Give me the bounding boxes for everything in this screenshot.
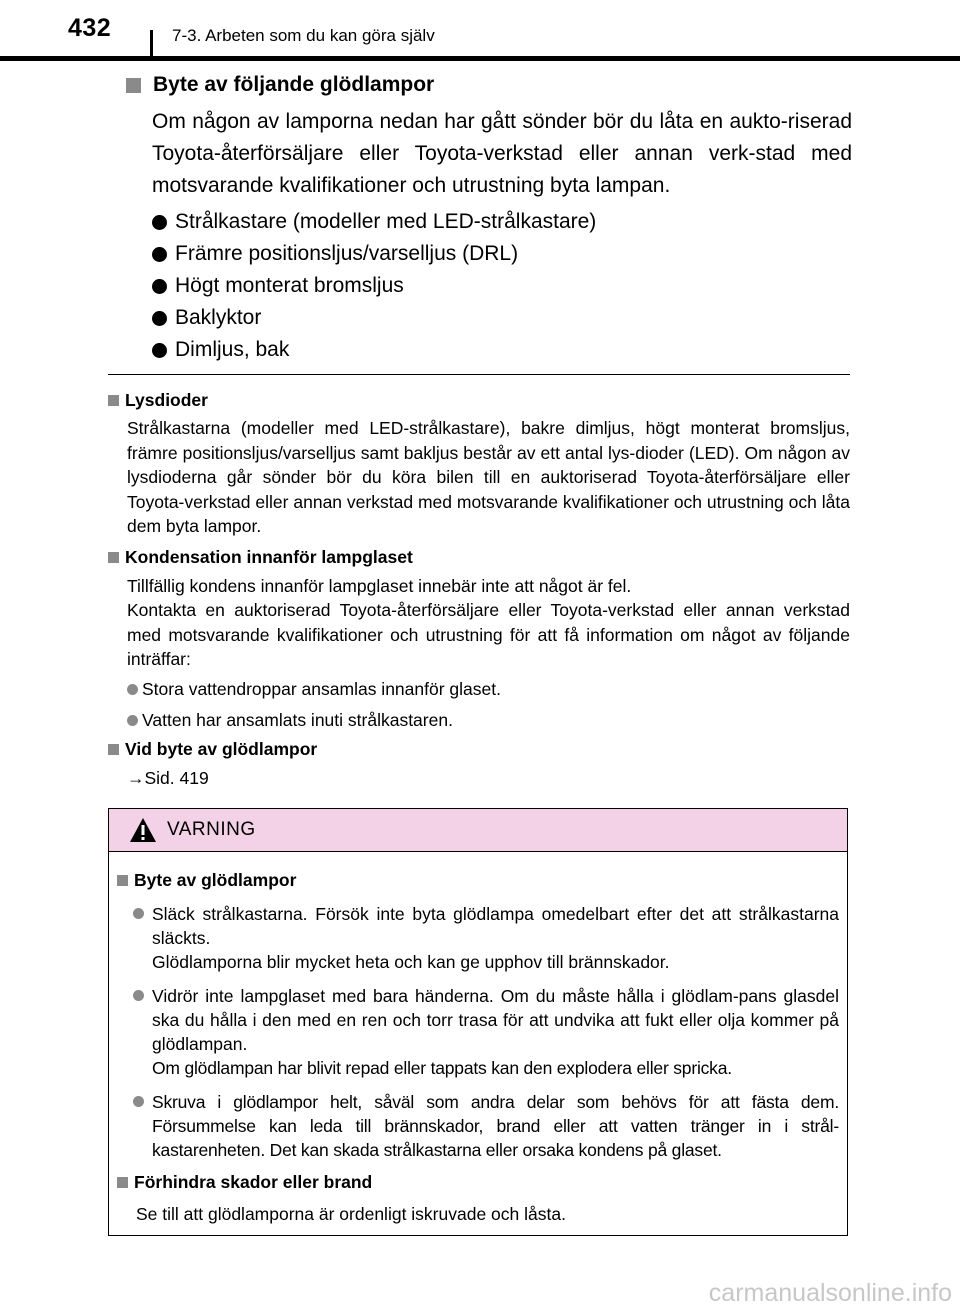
square-marker-icon — [108, 395, 119, 406]
warning-item: Skruva i glödlampor helt, såväl som andra delar som behövs för att fästa dem. Försummelse kan leda till brännskador, brand eller att vatten tränger in i strål-kastarenheten. Det kan skada strålkastarna eller orsaka kondens på glaset. — [133, 1090, 839, 1162]
note-text-condensation: Kontakta en auktoriserad Toyota-återförsäljare eller Toyota-verkstad eller annan verkstad med motsvarande kvalifikationer och utrustning för att få information om något av följande inträffar: — [127, 600, 850, 669]
list-item: Främre positionsljus/varselljus (DRL) — [152, 238, 852, 270]
list-item: Dimljus, bak — [152, 334, 852, 366]
bullet-icon — [127, 715, 138, 726]
page-reference-text: Sid. 419 — [144, 767, 209, 788]
watermark: carmanualsonline.info — [708, 1279, 952, 1307]
notes-section — [108, 388, 850, 790]
main-heading — [126, 70, 852, 100]
condensation-bullets — [127, 674, 850, 736]
header-tick — [150, 30, 153, 58]
bullet-icon — [133, 990, 144, 1001]
note-text-condensation-line1: Tillfällig kondens innanför lampglaset innebär inte att något är fel. — [127, 575, 632, 596]
main-heading-text: Byte av följande glödlampor — [153, 73, 435, 96]
section-divider — [108, 374, 850, 375]
bullet-icon — [133, 908, 144, 919]
bullet-icon — [152, 279, 167, 294]
warning-heading-bulbs: Byte av glödlampor — [117, 868, 839, 892]
square-marker-icon — [108, 552, 119, 563]
main-section — [126, 70, 852, 366]
bullet-icon — [152, 311, 167, 326]
section-title: 7-3. Arbeten som du kan göra själv — [172, 26, 435, 45]
header-rule — [0, 56, 960, 61]
bullet-icon — [152, 247, 167, 262]
square-marker-icon — [117, 875, 128, 886]
bullet-icon — [152, 343, 167, 358]
note-heading-replacement: Vid byte av glödlampor — [108, 738, 850, 762]
main-intro: Om någon av lamporna nedan har gått sönder bör du låta en aukto-riserad Toyota-återförsäljare eller Toyota-verkstad eller annan verk-stad med motsvarande kvalifikationer och utrustning byta lampan. — [152, 110, 852, 197]
bulb-list — [152, 206, 852, 366]
note-heading-led: Lysdioder — [108, 388, 850, 412]
warning-box — [108, 808, 848, 1236]
list-item: Strålkastare (modeller med LED-strålkastare) — [152, 206, 852, 238]
list-item: Baklyktor — [152, 302, 852, 334]
list-item: Högt monterat bromsljus — [152, 270, 852, 302]
warning-triangle-icon — [129, 817, 157, 843]
warning-item: Släck strålkastarna. Försök inte byta glödlampa omedelbart efter det att strålkastarna släckts. Glödlamporna blir mycket heta och kan ge upphov till brännskador. — [133, 902, 839, 974]
bullet-icon — [133, 1096, 144, 1107]
arrow-icon: → — [127, 767, 145, 788]
note-text-led: Strålkastarna (modeller med LED-strålkastare), bakre dimljus, högt monterat bromsljus, främre positionsljus/varselljus samt bakljus består av ett antal lys-dioder (LED). Om någon av lysdioderna går sönder bör du köra bilen till en auktoriserad Toyota-återförsäljare eller Toyota-verkstad eller annan verkstad med motsvarande kvalifikationer och utrustning och låta dem byta lampor. — [127, 418, 850, 536]
warning-fire-text: Se till att glödlamporna är ordenligt iskruvade och låsta. — [136, 1204, 566, 1224]
warning-title: VARNING — [167, 819, 256, 840]
warning-body — [109, 852, 847, 1226]
list-item: Vatten har ansamlats inuti strålkastaren. — [127, 705, 850, 736]
warning-header — [109, 809, 847, 852]
page-number: 432 — [68, 14, 112, 42]
square-marker-icon — [126, 78, 141, 93]
warning-heading-fire: Förhindra skador eller brand — [117, 1170, 839, 1194]
note-heading-condensation: Kondensation innanför lampglaset — [108, 546, 850, 570]
list-item: Stora vattendroppar ansamlas innanför glaset. — [127, 674, 850, 705]
bullet-icon — [152, 215, 167, 230]
page-reference[interactable] — [127, 766, 850, 791]
square-marker-icon — [108, 744, 119, 755]
warning-item: Vidrör inte lampglaset med bara händerna. Om du måste hålla i glödlam-pans glasdel ska du hålla i den med en ren och torr trasa för att undvika att fukt eller olja kommer på glödlampan. Om glödlampan har blivit repad eller tappats kan den explodera eller spricka. — [133, 984, 839, 1080]
square-marker-icon — [117, 1177, 128, 1188]
bullet-icon — [127, 684, 138, 695]
